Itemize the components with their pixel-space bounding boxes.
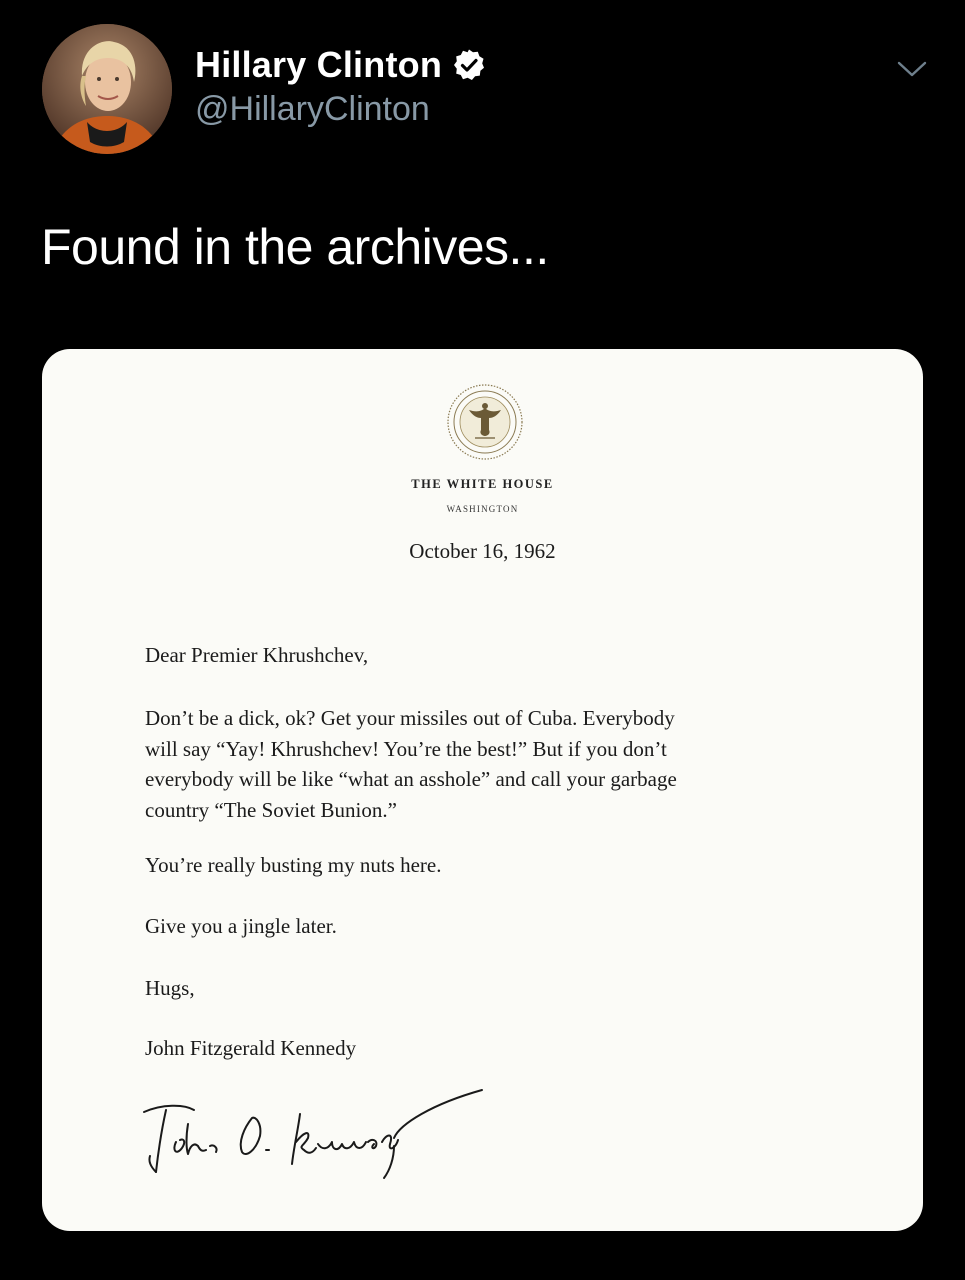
display-name[interactable]: Hillary Clinton <box>195 44 443 85</box>
handwritten-signature <box>132 1084 492 1184</box>
user-block <box>195 44 486 129</box>
letter-paragraph-3: Give you a jingle later. <box>145 914 337 938</box>
letter-paragraph-1 <box>145 703 825 825</box>
tweet-header <box>40 24 930 156</box>
presidential-seal-icon <box>445 382 525 462</box>
letter-line: will say “Yay! Khrushchev! You’re the best!” But if you don’t <box>145 736 667 761</box>
letter-line: country “The Soviet Bunion.” <box>145 797 397 822</box>
letter-salutation: Dear Premier Khrushchev, <box>145 643 369 667</box>
tweet-text: Found in the archives... <box>41 219 549 275</box>
letter-document <box>42 349 923 1231</box>
letter-line: Don’t be a dick, ok? Get your missiles out of Cuba. Everybody <box>145 706 675 730</box>
letter-line: everybody will be like “what an asshole” and call your garbage <box>145 767 677 791</box>
display-name-row <box>195 44 486 86</box>
letterhead-subtitle: WASHINGTON <box>446 504 519 514</box>
letter-signer: John Fitzgerald Kennedy <box>145 1036 357 1060</box>
letterhead-title: THE WHITE HOUSE <box>411 477 554 491</box>
user-handle[interactable]: @HillaryClinton <box>195 90 430 128</box>
letter-closing: Hugs, <box>145 976 195 1000</box>
letter-date: October 16, 1962 <box>409 539 556 563</box>
verified-badge-icon <box>452 48 486 82</box>
chevron-down-icon[interactable] <box>894 54 930 84</box>
tweet-media-image[interactable] <box>42 349 923 1231</box>
avatar[interactable] <box>42 24 172 154</box>
letter-paragraph-2: You’re really busting my nuts here. <box>145 853 442 877</box>
